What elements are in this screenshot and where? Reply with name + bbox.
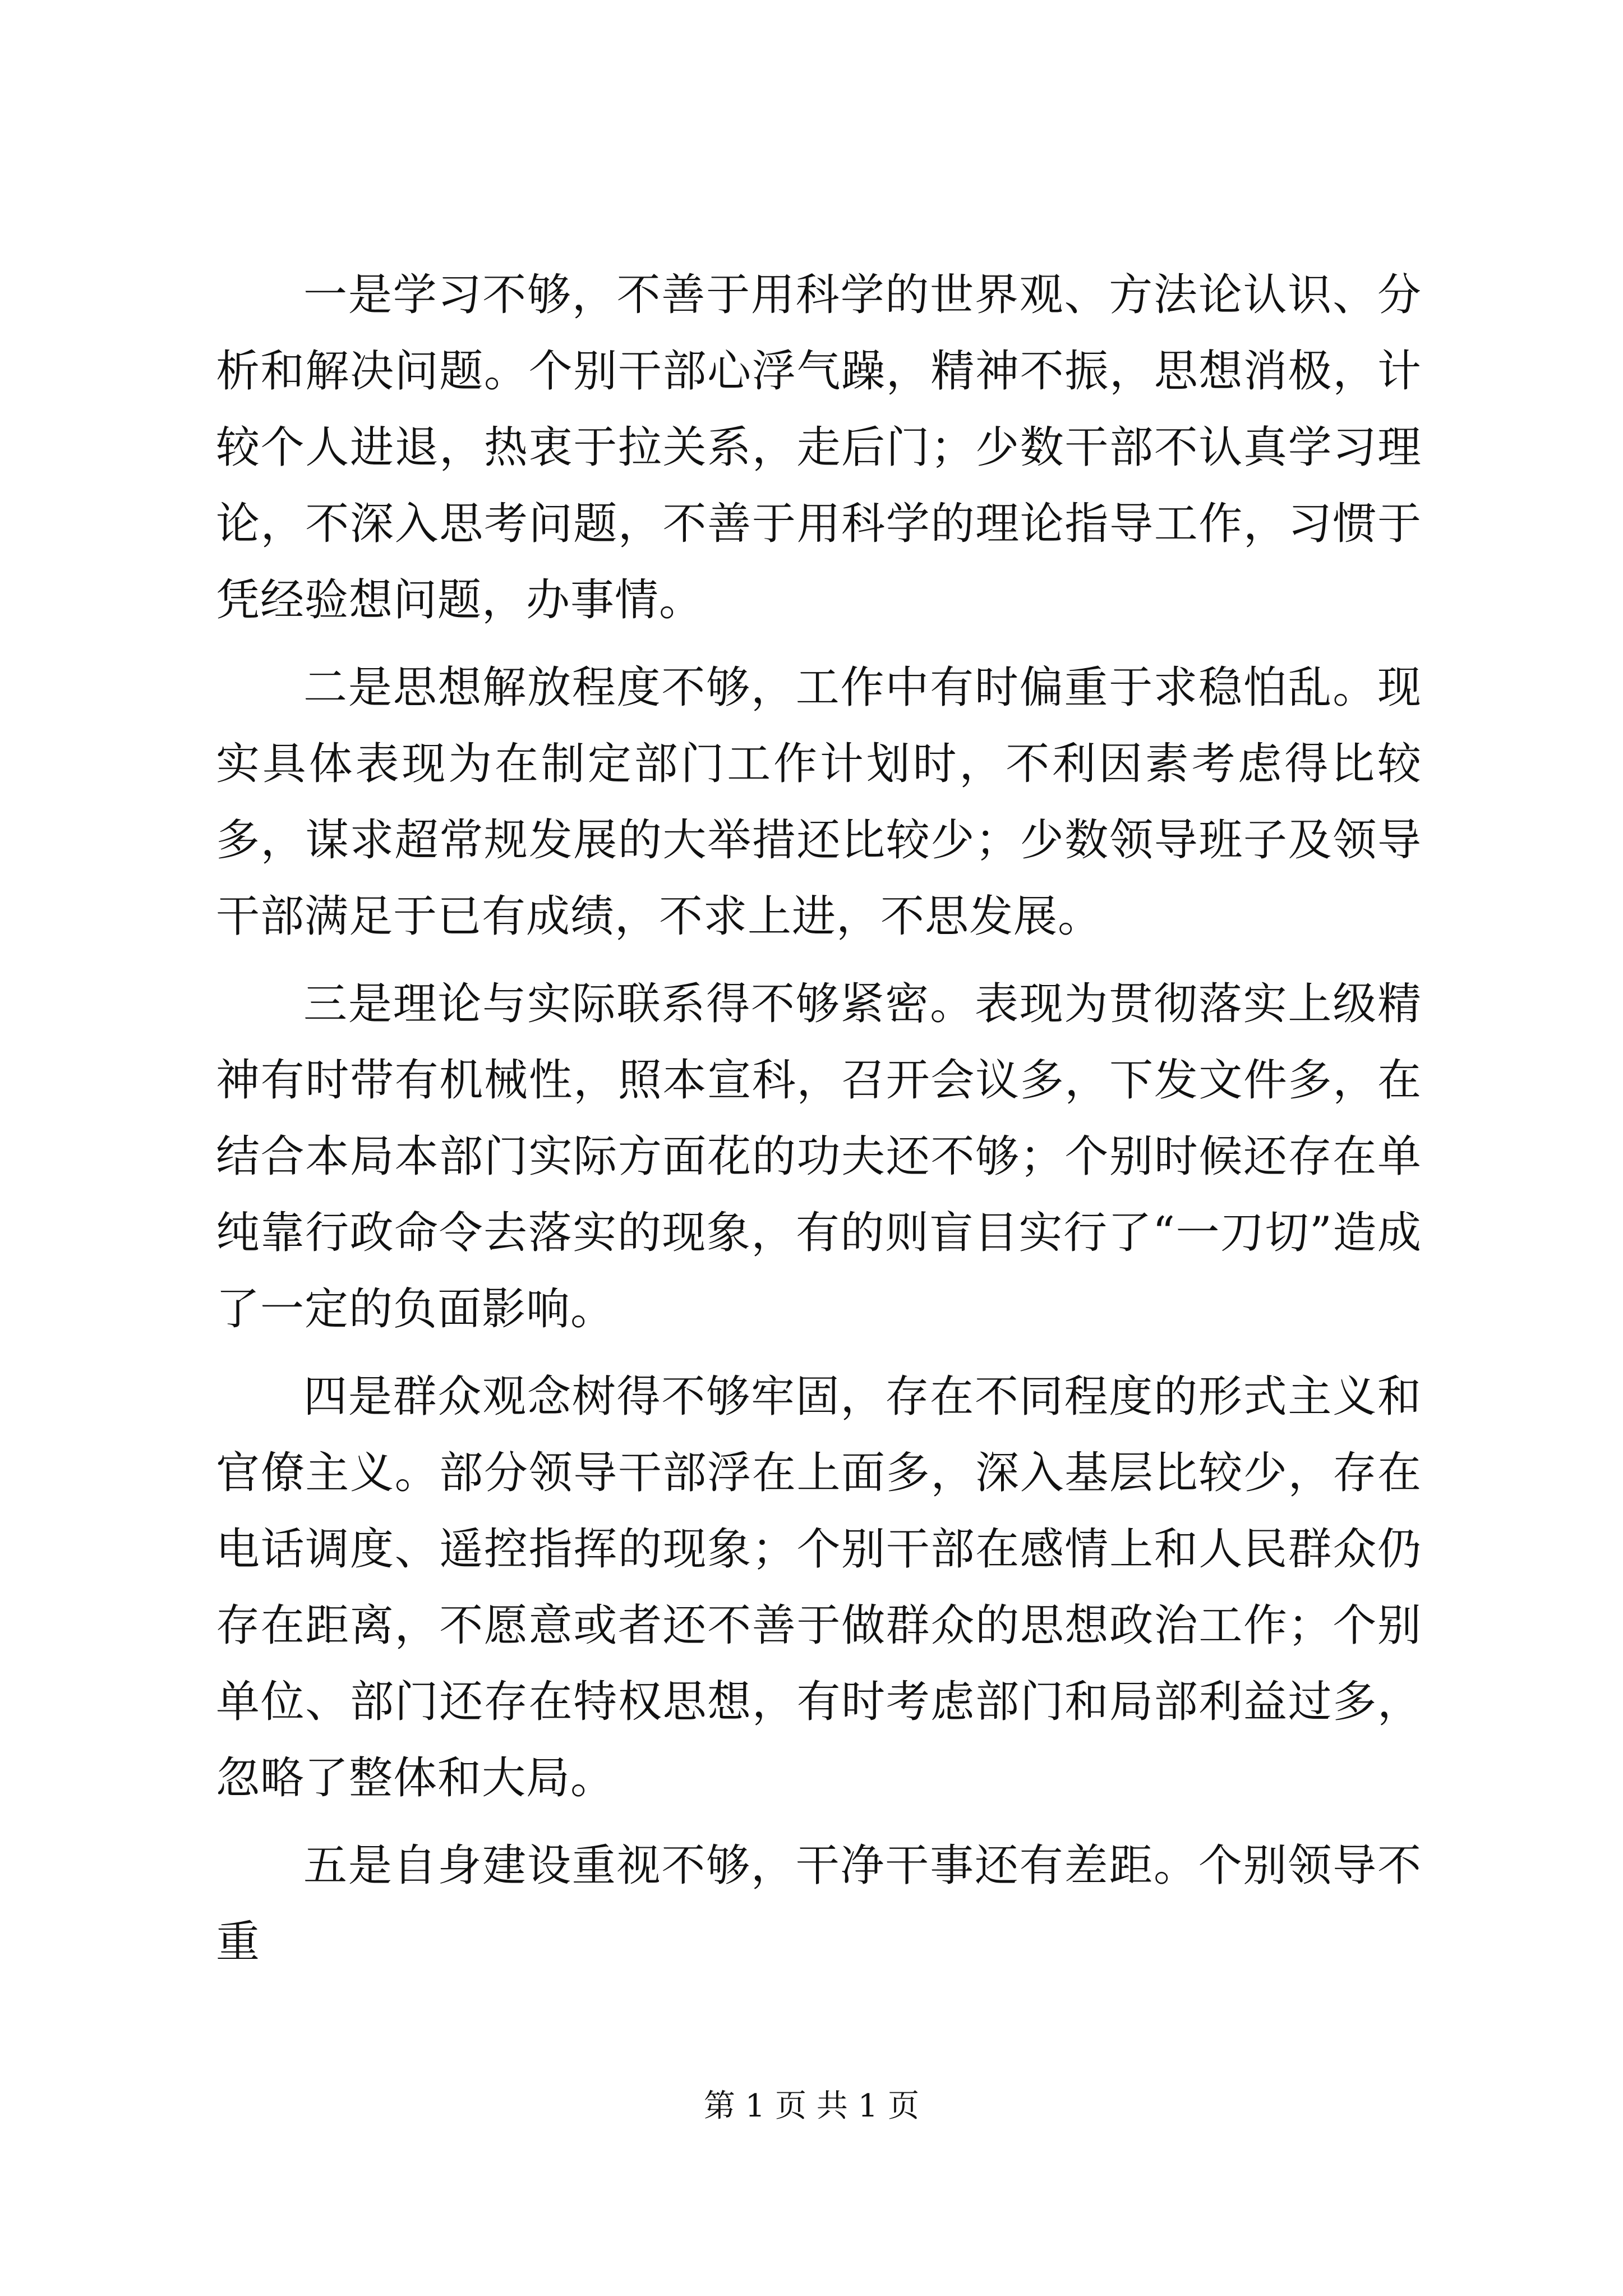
paragraph-5: 五是自身建设重视不够，干净干事还有差距。个别领导不重	[216, 1841, 1422, 1967]
paragraph-2: 二是思想解放程度不够，工作中有时偏重于求稳怕乱。现实具体表现为在制定部门工作计划时，不利因素考虑得比较多，谋求超常规发展的大举措还比较少；少数领导班子及领导干部满足于已有成绩，不求上进，不思发展。	[216, 662, 1422, 942]
page-footer: 第 1 页 共 1 页	[703, 2088, 920, 2124]
paragraph-3: 三是理论与实际联系得不够紧密。表现为贯彻落实上级精神有时带有机械性，照本宣科，召开会议多，下发文件多，在结合本局本部门实际方面花的功夫还不够；个别时候还存在单纯靠行政命令去落实的现象，有的则盲目实行了“一刀切”造成了一定的负面影响。	[216, 979, 1422, 1335]
paragraph-4: 四是群众观念树得不够牢固，存在不同程度的形式主义和官僚主义。部分领导干部浮在上面多，深入基层比较少，存在电话调度、遥控指挥的现象；个别干部在感情上和人民群众仍存在距离，不愿意或者还不善于做群众的思想政治工作；个别单位、部门还存在特权思想，有时考虑部门和局部利益过多，忽略了整体和大局。	[216, 1372, 1422, 1803]
document-body	[216, 257, 1422, 1980]
paragraph-1: 一是学习不够，不善于用科学的世界观、方法论认识、分析和解决问题。个别干部心浮气躁，精神不振，思想消极，计较个人进退，热衷于拉关系，走后门；少数干部不认真学习理论，不深入思考问题，不善于用科学的理论指导工作，习惯于凭经验想问题，办事情。	[216, 270, 1422, 625]
